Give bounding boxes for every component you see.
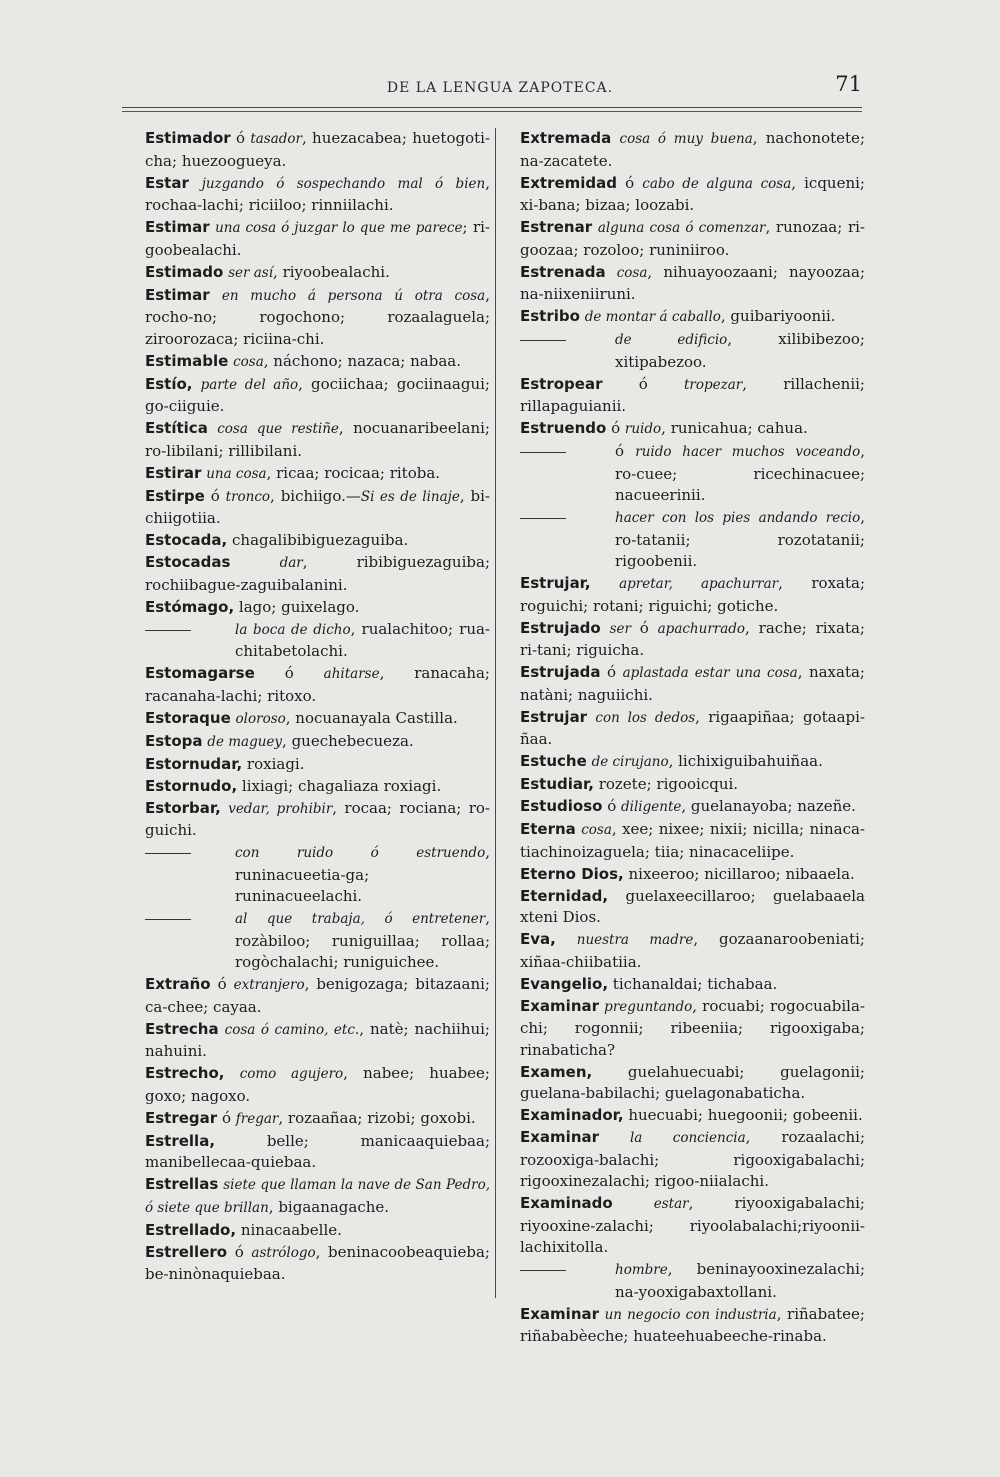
- dictionary-entry: [145, 597, 490, 619]
- translation-text: [189, 174, 202, 192]
- dictionary-entry: [520, 774, 865, 796]
- translation-text: , ribibiguezaguiba; rochiibague-zaguibalanini.: [145, 553, 490, 594]
- gloss-italic: apretar, apachurrar: [619, 576, 779, 592]
- translation-text: , riñabatee; riñababèeche; huateehuabeeche-rinaba.: [520, 1304, 865, 1345]
- translation-text: roxiagi.: [242, 754, 305, 773]
- headword: Estítica: [145, 419, 208, 437]
- gloss-italic: cosa: [616, 264, 648, 281]
- headword: Estopa: [145, 731, 203, 750]
- translation-text: , ranacaha; racanaha-lachi; ritoxo.: [145, 664, 490, 705]
- dictionary-entry: [145, 1019, 490, 1063]
- dictionary-entry: [520, 1193, 865, 1259]
- dictionary-entry: [520, 217, 865, 261]
- headword: Estrujar: [520, 707, 588, 726]
- dictionary-entry: [520, 751, 865, 774]
- translation-text: [210, 286, 222, 304]
- headword: Estoraque: [145, 708, 231, 727]
- translation-text: , guelanayoba; nazeñe.: [681, 797, 856, 815]
- dictionary-entry: [520, 173, 865, 217]
- headword: Estimado: [145, 262, 224, 281]
- headword: Estocadas: [145, 553, 231, 571]
- translation-text: ó: [254, 664, 324, 682]
- gloss-italic: de montar á caballo: [584, 309, 721, 325]
- dictionary-entry: [520, 306, 865, 329]
- dictionary-entry: [145, 418, 490, 462]
- headword: Examinar: [520, 1304, 600, 1323]
- column-divider: [495, 128, 496, 1298]
- dictionary-entry: [520, 128, 865, 172]
- right-column: [520, 128, 865, 1348]
- gloss-italic: siete que llaman la nave de San Pedro, ó siete que brillan: [145, 1177, 490, 1216]
- gloss-italic: tasador: [250, 131, 302, 147]
- headword: Estregar: [145, 1108, 218, 1127]
- translation-text: ó: [606, 419, 625, 437]
- sub-entry: [520, 507, 865, 573]
- gloss-italic: aplastada estar una cosa: [622, 665, 798, 681]
- gloss-italic: tronco: [225, 488, 271, 505]
- headword: Eterna: [520, 820, 576, 838]
- headword: Estrellas: [145, 1175, 219, 1193]
- dictionary-entry: [145, 663, 490, 707]
- sub-entry: [520, 329, 865, 373]
- dictionary-entry: [145, 708, 490, 731]
- gloss-italic: ser así: [228, 264, 274, 281]
- translation-text: , nocuanayala Castilla.: [285, 708, 458, 727]
- headword: Estrella,: [145, 1131, 216, 1150]
- sub-entry: [520, 1259, 865, 1303]
- translation-text: , runicahua; cahua.: [661, 419, 808, 437]
- translation-text: , beninacoobeaquieba; be-ninònaquiebaa.: [145, 1242, 490, 1283]
- dictionary-entry: [145, 463, 490, 486]
- gloss-italic: Si es de linaje: [360, 488, 460, 505]
- headword: Extremidad: [520, 173, 618, 192]
- dictionary-entry: [145, 486, 490, 530]
- translation-text: ninacaabelle.: [236, 1220, 342, 1239]
- gloss-italic: cosa: [581, 822, 612, 838]
- headword: Estar: [145, 173, 189, 192]
- translation-text: belle; manicaaquiebaa; manibellecaa-quiebaa.: [145, 1131, 490, 1171]
- translation-text: , guibariyoonii.: [720, 307, 836, 325]
- gloss-italic: cabo de alguna cosa: [642, 175, 792, 192]
- gloss-italic: cosa que restiñe: [217, 421, 339, 437]
- translation-text: [193, 375, 201, 393]
- translation-text: , rochaa-lachi; riciiloo; rinniilachi.: [145, 173, 490, 214]
- dictionary-entry: [520, 573, 865, 617]
- headword: Estudioso: [520, 797, 603, 815]
- headword: Estornudar,: [145, 754, 243, 773]
- headword: Estruendo: [520, 419, 607, 437]
- gloss-italic: extranjero: [233, 977, 305, 993]
- translation-text: [591, 574, 620, 592]
- translation-text: guelaxeecillaroo; guelabaaela xteni Dios.: [520, 886, 865, 926]
- dictionary-entry: [145, 552, 490, 596]
- page-header: [140, 72, 860, 108]
- translation-text: , runinacueetia-ga; runinacueelachi.: [235, 843, 490, 905]
- headword: Estomagarse: [145, 664, 255, 682]
- dictionary-entry: [520, 1105, 865, 1127]
- translation-text: , ro-cuee; ricechinacuee; nacueerinii.: [615, 442, 865, 504]
- translation-text: , riyooxigabalachi; riyooxine-zalachi; riyoolabalachi;riyoonii-lachixitolla.: [520, 1194, 865, 1256]
- page-number: 71: [835, 72, 862, 96]
- gloss-italic: hacer con los pies andando recio: [615, 510, 861, 526]
- sub-entry: [520, 441, 865, 507]
- dictionary-entry: [145, 530, 490, 552]
- dictionary-entry: [145, 285, 490, 351]
- dictionary-entry: [520, 418, 865, 441]
- gloss-italic: de edificio: [615, 332, 728, 348]
- headword: Estimar: [145, 218, 210, 236]
- gloss-italic: nuestra madre: [576, 932, 694, 948]
- gloss-italic: una cosa ó juzgar lo que me parece: [215, 220, 463, 236]
- gloss-italic: alguna cosa ó comenzar: [597, 220, 766, 236]
- header-rule: [122, 111, 862, 112]
- headword: Eternidad,: [520, 886, 609, 905]
- translation-text: , rocuabi; rogocuabila-chi; rogonnii; ribeeniia; rigooxigaba; rinabaticha?: [520, 996, 865, 1059]
- headword: Examinar: [520, 1128, 600, 1146]
- dictionary-entry: [145, 731, 490, 754]
- translation-text: , naxata; natàni; naguiichi.: [520, 663, 865, 704]
- headword: Estorbar,: [145, 798, 221, 817]
- translation-text: ó: [602, 374, 684, 393]
- gloss-italic: astrólogo: [251, 1244, 316, 1261]
- headword: Estropear: [520, 374, 603, 393]
- headword: Estornudo,: [145, 776, 238, 795]
- dictionary-entry: [520, 1062, 865, 1105]
- translation-text: guelahuecuabi; guelagonii; guelana-babilachi; guelagonabaticha.: [520, 1062, 865, 1102]
- gloss-italic: con los dedos: [595, 709, 696, 726]
- translation-text: tichanaldai; tichabaa.: [608, 974, 778, 993]
- dictionary-entry: [145, 1063, 490, 1107]
- gloss-italic: de cirujano: [591, 754, 669, 770]
- translation-text: chagalibibiguezaguiba.: [227, 531, 409, 549]
- dictionary-entry: [520, 374, 865, 418]
- translation-text: , rocho-no; rogochono; rozaalaguela; ziroorozaca; riciina-chi.: [145, 285, 490, 348]
- gloss-italic: con ruido ó estruendo: [235, 845, 486, 861]
- dictionary-entry: [520, 707, 865, 751]
- headword: Estribo: [520, 307, 580, 325]
- gloss-italic: de maguey: [207, 733, 283, 750]
- gloss-italic: ruido: [624, 421, 662, 437]
- gloss-italic: como agujero: [239, 1066, 344, 1082]
- dictionary-entry: [520, 864, 865, 886]
- dictionary-entry: [145, 173, 490, 217]
- gloss-italic: al que trabaja, ó entretener: [235, 911, 486, 927]
- translation-text: , nocuanaribeelani; ro-libilani; rillibilani.: [145, 419, 490, 460]
- headword: Estimable: [145, 351, 229, 370]
- dictionary-entry: [145, 217, 490, 261]
- translation-text: , rocaa; rociana; ro-guichi.: [145, 798, 490, 839]
- translation-text: ó: [602, 797, 622, 815]
- headword: Examen,: [520, 1062, 593, 1081]
- translation-text: , rozaañaa; rizobi; goxobi.: [278, 1108, 476, 1127]
- headword: Estrecho,: [145, 1064, 225, 1082]
- translation-text: , natè; nachiihui; nahuini.: [145, 1019, 490, 1060]
- headword: Estimar: [145, 285, 210, 304]
- gloss-italic: hombre: [615, 1262, 668, 1278]
- translation-text: , ricaa; rocicaa; ritoba.: [266, 463, 441, 482]
- translation-text: , beninayooxinezalachi; na-yooxigabaxtollani.: [615, 1260, 865, 1301]
- gloss-italic: ahitarse: [323, 666, 380, 682]
- gloss-italic: un negocio con industria: [604, 1306, 777, 1323]
- gloss-italic: apachurrado: [657, 620, 746, 637]
- headword: Estrujada: [520, 663, 601, 681]
- headword: Extremada: [520, 129, 612, 147]
- translation-text: lago; guixelago.: [234, 597, 360, 616]
- translation-text: huecuabi; huegoonii; gobeenii.: [623, 1106, 863, 1124]
- headword: Estirpe: [145, 486, 205, 505]
- headword: Estrecha: [145, 1019, 219, 1038]
- dictionary-entry: [520, 929, 865, 973]
- headword: Examinador,: [520, 1106, 624, 1124]
- gloss-italic: fregar: [235, 1110, 279, 1127]
- dictionary-entry: [145, 776, 490, 798]
- headword: Estrujado: [520, 618, 601, 637]
- dictionary-entry: [145, 754, 490, 776]
- translation-text: ó: [617, 173, 643, 192]
- translation-text: ó: [217, 1108, 236, 1127]
- translation-text: rozete; rigooicqui.: [593, 775, 739, 793]
- headword: Estrellero: [145, 1242, 228, 1261]
- translation-text: , nachonotete; na-zacatete.: [520, 129, 865, 170]
- translation-text: , roxata; roguichi; rotani; riguichi; gotiche.: [520, 574, 865, 615]
- translation-text: [613, 1194, 654, 1212]
- dictionary-entry: [145, 974, 490, 1018]
- translation-text: , icqueni; xi-bana; bizaa; loozabi.: [520, 173, 865, 214]
- translation-text: , rache; rixata; ri-tani; riguicha.: [520, 618, 865, 659]
- headword: Estimador: [145, 129, 231, 147]
- translation-text: ; ri-goobealachi.: [145, 218, 491, 259]
- translation-text: , náchono; nazaca; nabaa.: [263, 351, 461, 370]
- gloss-italic: estar: [653, 1196, 689, 1212]
- translation-text: [599, 1128, 630, 1146]
- dictionary-entry: [520, 262, 865, 306]
- translation-text: , bigaanagache.: [268, 1197, 390, 1216]
- gloss-italic: dar: [279, 555, 303, 571]
- translation-text: lixiagi; chagaliaza roxiagi.: [237, 776, 442, 795]
- gloss-italic: la conciencia: [629, 1130, 746, 1146]
- dictionary-entry: [520, 796, 865, 819]
- translation-text: , gozaanaroobeniati; xiñaa-chiibatiia.: [520, 930, 865, 971]
- translation-text: , runozaa; ri-goozaa; rozoloo; runiniiroo.: [520, 218, 865, 259]
- translation-text: [606, 263, 617, 281]
- headword: Examinar: [520, 996, 600, 1015]
- dictionary-entry: [145, 262, 490, 285]
- running-title: DE LA LENGUA ZAPOTECA.: [386, 80, 614, 96]
- dictionary-entry: [145, 1242, 490, 1286]
- translation-text: , rozàbiloo; runiguillaa; rollaa; rogòchalachi; runiguichee.: [235, 909, 490, 971]
- headword: Estómago,: [145, 597, 235, 616]
- gloss-italic: cosa ó camino, etc.: [224, 1021, 360, 1038]
- gloss-italic: cosa ó muy buena: [619, 131, 753, 147]
- gloss-italic: la boca de dicho: [235, 621, 351, 638]
- left-column: [145, 128, 490, 1286]
- headword: Eterno Dios,: [520, 864, 624, 883]
- gloss-italic: en mucho á persona ú otra cosa: [221, 287, 486, 304]
- dictionary-entry: [145, 1174, 490, 1219]
- gloss-italic: juzgando ó sospechando mal ó bien: [201, 175, 486, 192]
- translation-text: ó: [615, 442, 636, 460]
- gloss-italic: una cosa: [206, 465, 267, 482]
- translation-text: [556, 930, 577, 948]
- translation-text: , xilibibezoo; xitipabezoo.: [615, 330, 865, 371]
- translation-text: , rualachitoo; rua-chitabetolachi.: [235, 619, 490, 660]
- translation-text: , rozaalachi; rozooxiga-balachi; rigooxigabalachi; rigooxinezalachi; rigoo-niialachi.: [520, 1128, 865, 1190]
- headword: Examinado: [520, 1194, 613, 1212]
- translation-text: , lichixiguibahuiñaa.: [668, 752, 823, 770]
- dictionary-entry: [520, 1304, 865, 1348]
- translation-text: , rigaapiñaa; gotaapi-ñaa.: [520, 707, 865, 748]
- dictionary-entry: [520, 819, 865, 863]
- headword: Estrellado,: [145, 1220, 237, 1239]
- sub-entry: [145, 619, 490, 663]
- translation-text: , huezacabea; huetogoti-cha; huezoogueya.: [145, 129, 490, 170]
- gloss-italic: diligente: [621, 799, 682, 815]
- headword: Estrenar: [520, 218, 593, 236]
- sub-entry: [145, 908, 490, 974]
- dictionary-entry: [145, 128, 490, 172]
- dictionary-entry: [145, 374, 490, 418]
- translation-text: , guechebecueza.: [282, 731, 414, 750]
- translation-text: ó: [210, 975, 234, 993]
- gloss-italic: tropezar: [683, 376, 743, 393]
- translation-text: ó: [227, 1242, 252, 1261]
- dictionary-entry: [520, 974, 865, 996]
- translation-text: , xee; nixee; nixii; nicilla; ninaca-tiachinoizaguela; tiia; ninacaceliipe.: [520, 820, 865, 861]
- gloss-italic: preguntando: [604, 998, 693, 1015]
- translation-text: [208, 419, 217, 437]
- dictionary-entry: [520, 886, 865, 929]
- dictionary-entry: [520, 996, 865, 1062]
- translation-text: ó: [630, 618, 658, 637]
- gloss-italic: parte del año: [200, 376, 299, 393]
- dictionary-entry: [145, 798, 490, 842]
- translation-text: [601, 619, 610, 637]
- translation-text: nixeeroo; nicillaroo; nibaaela.: [623, 864, 855, 883]
- dictionary-entry: [145, 351, 490, 374]
- translation-text: ó: [600, 663, 623, 681]
- translation-text: , gociichaa; gociinaagui; go-ciiguie.: [145, 374, 490, 415]
- headword: Estudiar,: [520, 775, 594, 793]
- translation-text: , nihuayoozaani; nayoozaa; na-niixeniiruni.: [520, 262, 865, 303]
- gloss-italic: ruido hacer muchos voceando: [635, 444, 861, 460]
- headword: Estocada,: [145, 531, 228, 549]
- translation-text: , rillachenii; rillapaguianii.: [520, 374, 865, 415]
- gloss-italic: oloroso: [235, 710, 286, 727]
- translation-text: , benigozaga; bitazaani; ca-chee; cayaa.: [145, 975, 490, 1016]
- translation-text: [225, 1064, 240, 1082]
- dictionary-entry: [145, 1108, 490, 1131]
- sub-entry: [145, 842, 490, 908]
- headword: Estuche: [520, 752, 587, 770]
- headword: Extraño: [145, 975, 211, 993]
- dictionary-entry: [520, 1127, 865, 1193]
- dictionary-entry: [520, 662, 865, 706]
- translation-text: [611, 129, 619, 147]
- gloss-italic: ser: [609, 620, 631, 637]
- headword: Estío,: [145, 374, 193, 393]
- dictionary-entry: [520, 618, 865, 662]
- headword: Eva,: [520, 930, 556, 948]
- translation-text: , bichiigo.—: [270, 486, 361, 505]
- translation-text: [230, 553, 279, 571]
- headword: Estrujar,: [520, 574, 591, 592]
- headword: Estrenada: [520, 262, 606, 281]
- translation-text: , nabee; huabee; goxo; nagoxo.: [145, 1064, 490, 1105]
- headword: Estirar: [145, 463, 202, 482]
- translation-text: ó: [230, 129, 251, 147]
- translation-text: , ro-tatanii; rozotatanii; rigoobenii.: [615, 508, 865, 570]
- gloss-italic: vedar, prohibir: [228, 800, 333, 817]
- headword: Evangelio,: [520, 974, 609, 993]
- translation-text: , riyoobealachi.: [273, 262, 390, 281]
- dictionary-entry: [145, 1220, 490, 1242]
- translation-text: ó: [204, 486, 226, 505]
- dictionary-entry: [145, 1131, 490, 1174]
- header-rule: [122, 107, 862, 108]
- gloss-italic: cosa: [233, 353, 264, 370]
- translation-text: , bi-chiigotiia.: [145, 486, 490, 527]
